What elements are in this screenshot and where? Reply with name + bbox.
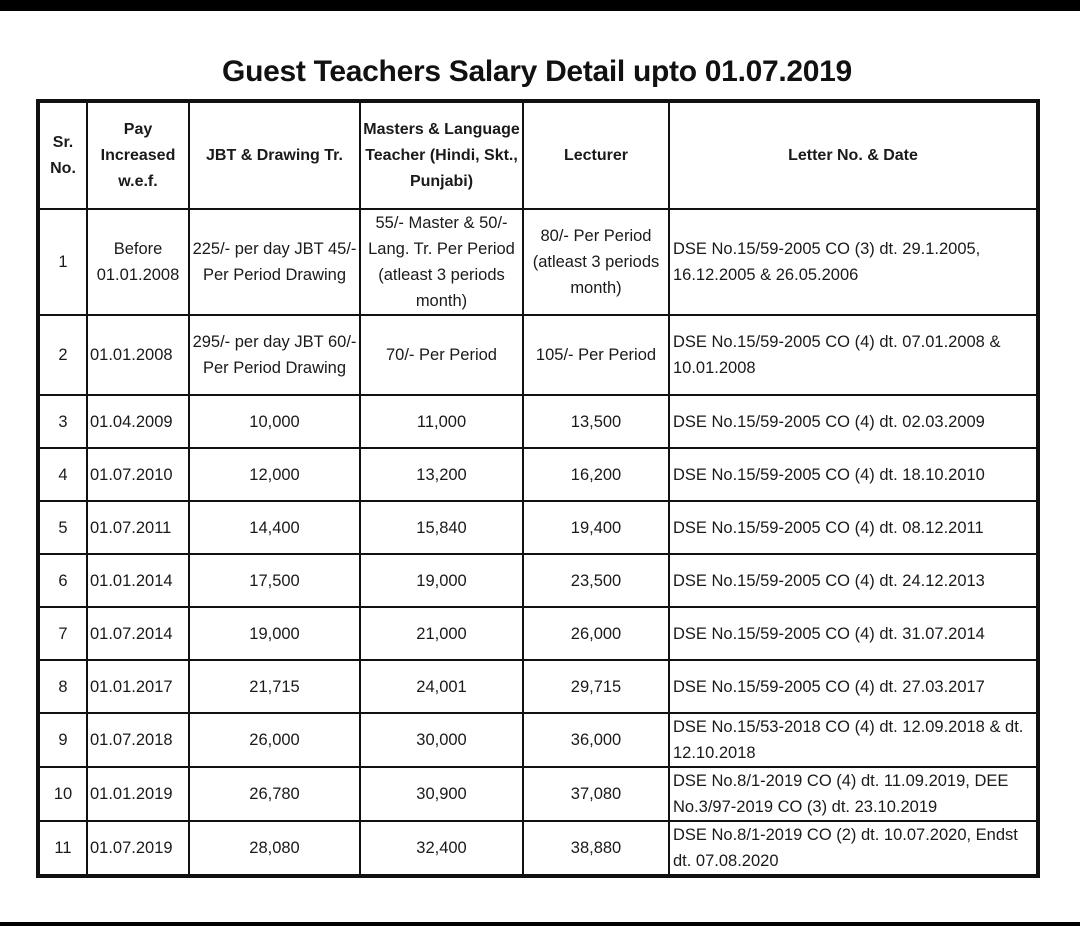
cell-masters: 21,000	[360, 607, 523, 660]
cell-lecturer: 29,715	[523, 660, 669, 713]
cell-letter: DSE No.15/59-2005 CO (3) dt. 29.1.2005, 16.12.2005 & 26.05.2006	[669, 209, 1037, 315]
cell-wef: 01.07.2019	[87, 821, 189, 875]
cell-letter: DSE No.15/59-2005 CO (4) dt. 24.12.2013	[669, 554, 1037, 607]
header-lecturer: Lecturer	[523, 102, 669, 209]
cell-letter: DSE No.15/59-2005 CO (4) dt. 08.12.2011	[669, 501, 1037, 554]
cell-lecturer: 38,880	[523, 821, 669, 875]
cell-sr: 10	[39, 767, 87, 821]
table-row	[39, 501, 1037, 554]
cell-lecturer: 105/- Per Period	[523, 315, 669, 395]
cell-lecturer: 19,400	[523, 501, 669, 554]
table-row	[39, 395, 1037, 448]
cell-sr: 2	[39, 315, 87, 395]
cell-masters: 19,000	[360, 554, 523, 607]
cell-letter: DSE No.15/59-2005 CO (4) dt. 31.07.2014	[669, 607, 1037, 660]
table-row	[39, 209, 1037, 315]
cell-jbt: 26,780	[189, 767, 360, 821]
header-row	[39, 102, 1037, 209]
cell-masters: 30,900	[360, 767, 523, 821]
header-jbt-drawing: JBT & Drawing Tr.	[189, 102, 360, 209]
table-row	[39, 660, 1037, 713]
cell-masters: 15,840	[360, 501, 523, 554]
cell-masters: 55/- Master & 50/- Lang. Tr. Per Period (atleast 3 periods month)	[360, 209, 523, 315]
cell-masters: 32,400	[360, 821, 523, 875]
cell-lecturer: 80/- Per Period (atleast 3 periods month)	[523, 209, 669, 315]
cell-wef: 01.01.2017	[87, 660, 189, 713]
table-row	[39, 554, 1037, 607]
cell-letter: DSE No.15/53-2018 CO (4) dt. 12.09.2018 & dt. 12.10.2018	[669, 713, 1037, 767]
cell-wef: Before 01.01.2008	[87, 209, 189, 315]
document-title: Guest Teachers Salary Detail upto 01.07.2019	[222, 55, 852, 88]
cell-masters: 24,001	[360, 660, 523, 713]
cell-sr: 4	[39, 448, 87, 501]
cell-lecturer: 16,200	[523, 448, 669, 501]
cell-wef: 01.07.2014	[87, 607, 189, 660]
table-row	[39, 767, 1037, 821]
cell-letter: DSE No.15/59-2005 CO (4) dt. 07.01.2008 & 10.01.2008	[669, 315, 1037, 395]
salary-table	[38, 101, 1038, 876]
table-row	[39, 315, 1037, 395]
cell-sr: 11	[39, 821, 87, 875]
header-pay-increased: Pay Increased w.e.f.	[87, 102, 189, 209]
cell-jbt: 28,080	[189, 821, 360, 875]
cell-jbt: 295/- per day JBT 60/- Per Period Drawing	[189, 315, 360, 395]
table-row	[39, 713, 1037, 767]
cell-sr: 8	[39, 660, 87, 713]
cell-sr: 7	[39, 607, 87, 660]
header-letter: Letter No. & Date	[669, 102, 1037, 209]
cell-wef: 01.01.2014	[87, 554, 189, 607]
cell-masters: 13,200	[360, 448, 523, 501]
cell-jbt: 10,000	[189, 395, 360, 448]
cell-lecturer: 26,000	[523, 607, 669, 660]
table-row	[39, 607, 1037, 660]
cell-sr: 6	[39, 554, 87, 607]
cell-jbt: 26,000	[189, 713, 360, 767]
cell-sr: 9	[39, 713, 87, 767]
cell-wef: 01.07.2018	[87, 713, 189, 767]
cell-jbt: 225/- per day JBT 45/- Per Period Drawing	[189, 209, 360, 315]
cell-sr: 3	[39, 395, 87, 448]
cell-sr: 5	[39, 501, 87, 554]
top-black-bar	[0, 0, 1080, 11]
cell-sr: 1	[39, 209, 87, 315]
cell-letter: DSE No.8/1-2019 CO (2) dt. 10.07.2020, Endst dt. 07.08.2020	[669, 821, 1037, 875]
cell-letter: DSE No.15/59-2005 CO (4) dt. 27.03.2017	[669, 660, 1037, 713]
table-row	[39, 821, 1037, 875]
cell-wef: 01.07.2010	[87, 448, 189, 501]
cell-wef: 01.01.2008	[87, 315, 189, 395]
cell-wef: 01.04.2009	[87, 395, 189, 448]
cell-jbt: 12,000	[189, 448, 360, 501]
bottom-black-bar	[0, 922, 1080, 926]
cell-jbt: 14,400	[189, 501, 360, 554]
cell-jbt: 21,715	[189, 660, 360, 713]
cell-jbt: 17,500	[189, 554, 360, 607]
cell-letter: DSE No.15/59-2005 CO (4) dt. 18.10.2010	[669, 448, 1037, 501]
cell-lecturer: 13,500	[523, 395, 669, 448]
cell-masters: 11,000	[360, 395, 523, 448]
cell-letter: DSE No.8/1-2019 CO (4) dt. 11.09.2019, DEE No.3/97-2019 CO (3) dt. 23.10.2019	[669, 767, 1037, 821]
cell-wef: 01.01.2019	[87, 767, 189, 821]
cell-wef: 01.07.2011	[87, 501, 189, 554]
cell-masters: 30,000	[360, 713, 523, 767]
cell-lecturer: 23,500	[523, 554, 669, 607]
cell-lecturer: 37,080	[523, 767, 669, 821]
table-row	[39, 448, 1037, 501]
cell-lecturer: 36,000	[523, 713, 669, 767]
cell-letter: DSE No.15/59-2005 CO (4) dt. 02.03.2009	[669, 395, 1037, 448]
header-sr-no: Sr. No.	[39, 102, 87, 209]
header-masters-language: Masters & Language Teacher (Hindi, Skt., Punjabi)	[360, 102, 523, 209]
cell-jbt: 19,000	[189, 607, 360, 660]
cell-masters: 70/- Per Period	[360, 315, 523, 395]
